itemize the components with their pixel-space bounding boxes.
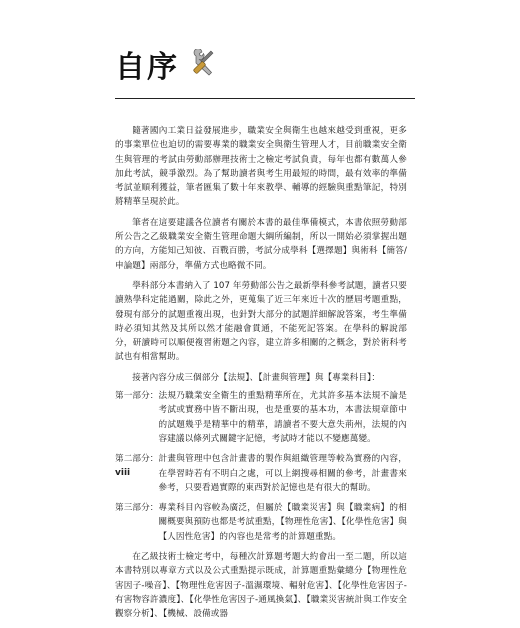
page-number: viii <box>115 468 131 478</box>
part-two <box>115 452 407 495</box>
preface-paragraph-1: 隨著國內工業日益發展進步，職業安全與衛生也越來越受到重視，更多的事業單位也迫切的需要專業的職業安全與衛生管理人才，目前職業安全衛生與管理的考試由勞動部辦理技術士之檢定考試負責，每年也都有數萬人參加此考試，競爭激烈。為了幫助讀者與考生用最短的時間，最有效率的準備考試並順利獲益，筆者匯集了數十年來教學、輔導的經驗與重點筆記，特別將精華呈現於此。 <box>115 126 407 208</box>
part-three-text: 專業科目內容較為廣泛，但屬於【職業災害】與【職業病】的相關概要與預防也都是考試重點，【物理性危害】、【化學性危害】與【人因性危害】的內容也是常考的計算題重點。 <box>158 503 407 542</box>
part-three <box>115 501 407 544</box>
title-divider <box>115 98 415 99</box>
part-two-text: 計畫與管理中包含計畫書的製作與組織管理等較為實務的內容，在學習時若有不明白之處，可以上網搜尋相關的參考，計畫書來參考，只要看過實際的東西對於記憶也是有很大的幫助。 <box>158 454 407 493</box>
preface-paragraph-2: 筆者在這要建議各位讀者有關於本書的最佳準備模式，本書依照勞動部所公告之乙級職業安全衛生管理命題大綱所編制，所以一開始必須掌握出題的方向，方能知己知彼、百戰百勝，考試分成學科【選擇題】與術科【簡答/申論題】兩部分，準備方式也略微不同。 <box>115 217 407 271</box>
preface-paragraph-4: 接著內容分成三個部分【法規】、【計畫與管理】與【專業科目】： <box>132 372 381 383</box>
part-one-label: 第一部分： <box>115 391 159 402</box>
preface-body <box>115 124 407 628</box>
wrench-screwdriver-svg <box>191 49 221 79</box>
wrench-screwdriver-icon <box>191 49 221 79</box>
part-two-label: 第二部分： <box>115 454 159 465</box>
title-row <box>115 44 221 84</box>
part-one-text: 法規乃職業安全衛生的重點精華所在，尤其許多基本法規不論是考試或實務中皆不斷出現，也是重要的基本功，本書法規章節中的試題幾乎是精華中的精華，請讀者不要大意失荊州，法規的內容建議以條列式關鍵字記憶，考試時才能以不變應萬變。 <box>158 391 407 444</box>
part-one <box>115 389 407 446</box>
part-three-label: 第三部分： <box>115 503 159 514</box>
page-title: 自序 <box>115 50 179 85</box>
preface-paragraph-5: 在乙級技術士檢定考中，每種次計算題考題大約會出一至二題，所以這本書特別以專章方式以及公式重點提示既成，計算題重點彙總分【物理性危害因子-噪音】、【物理性危害因子-溫濕環境、輻射危害】、【化學性危害因子-有害物容許濃度】、【化學性危害因子-通風換氣】、【職業災害統計與工作安全觀察分析】、【機械、設備或器 <box>115 552 407 620</box>
preface-paragraph-3: 學科部分本書納入了 107 年勞動部公告之最新學科參考試題，讀者只要讀熟學科定能過關，除此之外，更蒐集了近三年來近十次的歷屆考題重點，發現有部分的試題重複出現，也針對大部分的試題詳細解說答案，考生準備時必須知其然及其所以然才能融會貫通，不能死記答案。在學科的解說部分，研讀時可以順便複習術題之內容，建立許多相關的之概念，對於術科考試也有相當幫助。 <box>115 280 407 363</box>
